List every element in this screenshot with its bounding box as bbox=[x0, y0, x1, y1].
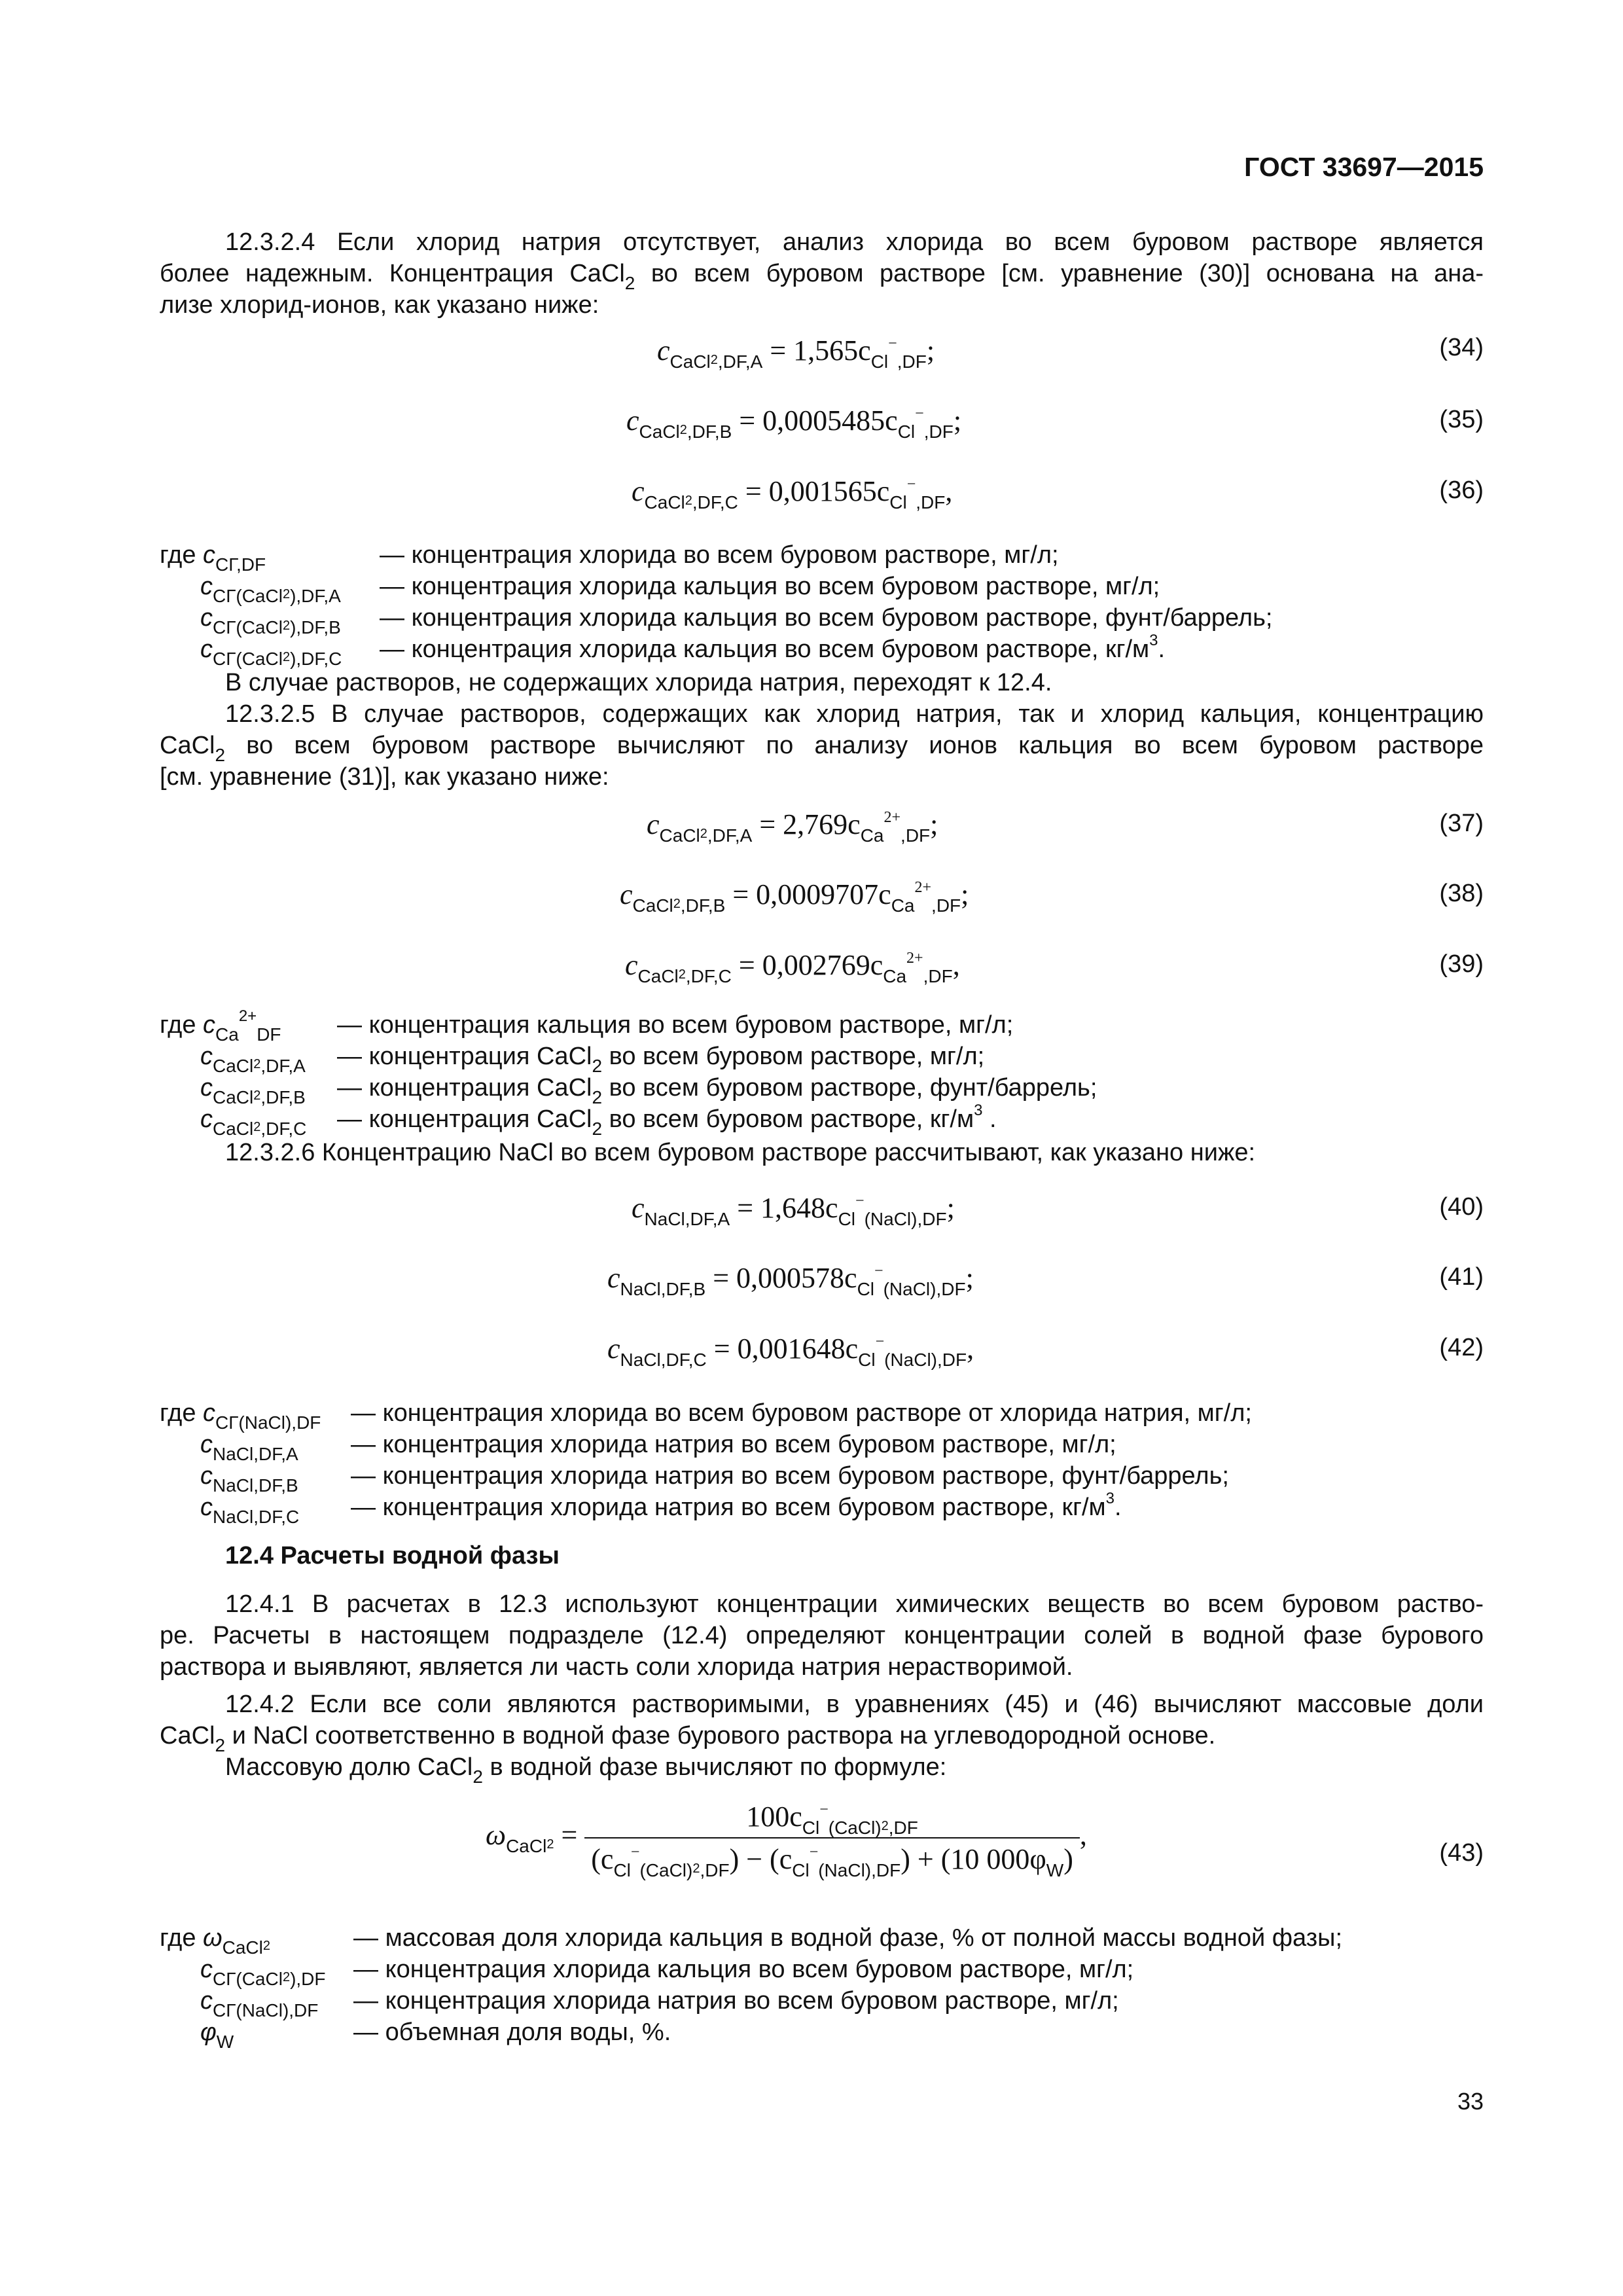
equation-34: $c_{CaCl2,DF,A} = 1,565c_{Cl}^-_{,DF}$; bbox=[657, 334, 935, 372]
definition-symbol: $c_{CГ(CaCl2),DF,B}$ bbox=[200, 604, 341, 637]
equation-number: (43) bbox=[1439, 1839, 1484, 1867]
definition-text: — концентрация хлорида натрия во всем буровом растворе, мг/л; bbox=[353, 1987, 1119, 2015]
equation-43: $\omega_{CaCl2}$ = $\frac{100c_{Cl}^-_{(CaCl)2,DF}}{(c_{Cl}^-_{(CaCl)2,DF}) - (c_{Cl}^-_{(NaCl),DF}) + (10 000\varphi_W)}$ , bbox=[486, 1801, 1087, 1880]
definition-text: — концентрация CaCl$_2$ во всем буровом растворе, фунт/баррель; bbox=[337, 1074, 1097, 1107]
where-label: где $c_{CГ,DF}$ bbox=[160, 541, 266, 575]
equation-40: $c_{NaCl,DF,A} = 1,648c_{Cl}^-_{(NaCl),DF}$; bbox=[632, 1192, 955, 1229]
section-heading: 12.4 Расчеты водной фазы bbox=[225, 1542, 560, 1570]
definition-text: — концентрация хлорида во всем буровом растворе, мг/л; bbox=[380, 541, 1059, 569]
document-header: ГОСТ 33697—2015 bbox=[1244, 152, 1484, 182]
equation-number: (40) bbox=[1439, 1193, 1484, 1221]
paragraph-line: 12.4.2 Если все соли являются растворимыми, в уравнениях (45) и (46) вычисляют массовые доли bbox=[225, 1691, 1484, 1718]
definition-text: — концентрация кальция во всем буровом растворе, мг/л; bbox=[337, 1011, 1014, 1039]
equation-number: (35) bbox=[1439, 406, 1484, 433]
definition-symbol: $c_{NaCl,DF,B}$ bbox=[200, 1462, 298, 1496]
equation-number: (41) bbox=[1439, 1263, 1484, 1291]
where-label: где $c_{CГ(NaCl),DF}$ bbox=[160, 1399, 321, 1433]
definition-symbol: $c_{NaCl,DF,A}$ bbox=[200, 1431, 298, 1464]
paragraph-line: ре. Расчеты в настоящем подразделе (12.4) определяют концентрации солей в водной фазе бурового bbox=[160, 1622, 1484, 1649]
definition-symbol: $c_{CГ(CaCl2),DF}$ bbox=[200, 1956, 326, 1989]
equation-36: $c_{CaCl2,DF,C} = 0,001565c_{Cl}^-_{,DF}$, bbox=[632, 475, 953, 512]
paragraph-line: Массовую долю CaCl$_2$ в водной фазе вычисляют по формуле: bbox=[225, 1753, 947, 1787]
equation-number: (36) bbox=[1439, 476, 1484, 504]
equation-number: (34) bbox=[1439, 334, 1484, 361]
definition-symbol: $c_{CГ(CaCl2),DF,A}$ bbox=[200, 573, 341, 606]
paragraph-line: [см. уравнение (31)], как указано ниже: bbox=[160, 763, 609, 791]
definition-text: — концентрация хлорида кальция во всем буровом растворе, фунт/баррель; bbox=[380, 604, 1273, 632]
equation-39: $c_{CaCl2,DF,C} = 0,002769c_{Ca}^{2+}_{,DF}$, bbox=[625, 949, 960, 986]
equation-number: (38) bbox=[1439, 880, 1484, 907]
definition-text: — концентрация хлорида натрия во всем буровом растворе, фунт/баррель; bbox=[351, 1462, 1229, 1490]
definition-text: — концентрация хлорида натрия во всем буровом растворе, мг/л; bbox=[351, 1431, 1116, 1458]
definition-symbol: $c_{CГ(NaCl),DF}$ bbox=[200, 1987, 319, 2020]
definition-text: — концентрация хлорида кальция во всем буровом растворе, мг/л; bbox=[380, 573, 1160, 600]
paragraph-line: более надежным. Концентрация CaCl$_2$ во всем буровом растворе [см. уравнение (30)] основана на ана- bbox=[160, 260, 1484, 293]
equation-number: (39) bbox=[1439, 950, 1484, 978]
definition-text: — объемная доля воды, %. bbox=[353, 2018, 671, 2046]
paragraph-line: CaCl$_2$ и NaCl соответственно в водной фазе бурового раствора на углеводородной основе. bbox=[160, 1722, 1216, 1755]
definition-text: — концентрация CaCl$_2$ во всем буровом растворе, мг/л; bbox=[337, 1043, 985, 1076]
paragraph-line: 12.3.2.6 Концентрацию NaCl во всем буровом растворе рассчитывают, как указано ниже: bbox=[225, 1139, 1256, 1166]
definition-symbol: $c_{CaCl2,DF,C}$ bbox=[200, 1105, 307, 1139]
definition-text: — концентрация хлорида натрия во всем буровом растворе, $кг/м^3$. bbox=[351, 1490, 1122, 1521]
definition-text: — концентрация хлорида во всем буровом растворе от хлорида натрия, мг/л; bbox=[351, 1399, 1252, 1427]
equation-41: $c_{NaCl,DF,B} = 0,000578c_{Cl}^-_{(NaCl),DF}$; bbox=[607, 1262, 974, 1299]
equation-38: $c_{CaCl2,DF,B} = 0,0009707c_{Ca}^{2+}_{,DF}$; bbox=[620, 878, 969, 916]
definition-symbol: $c_{NaCl,DF,C}$ bbox=[200, 1494, 300, 1527]
where-label: где $\omega_{CaCl2}$ bbox=[160, 1924, 270, 1958]
paragraph-line: лизе хлорид-ионов, как указано ниже: bbox=[160, 291, 599, 319]
page-number: 33 bbox=[1457, 2088, 1484, 2115]
where-label: где $c_{Ca}^{2+}_{DF}$ bbox=[160, 1007, 281, 1045]
definition-symbol: $c_{CГ(CaCl2),DF,C}$ bbox=[200, 636, 342, 669]
definition-text: — концентрация хлорида кальция во всем буровом растворе, мг/л; bbox=[353, 1956, 1134, 1983]
definition-symbol: $c_{CaCl2,DF,A}$ bbox=[200, 1043, 306, 1076]
definition-text: — концентрация CaCl$_2$ во всем буровом растворе, $кг/м^3$ . bbox=[337, 1102, 997, 1139]
definition-symbol: $c_{CaCl2,DF,B}$ bbox=[200, 1074, 306, 1107]
paragraph-line: 12.3.2.4 Если хлорид натрия отсутствует, анализ хлорида во всем буровом растворе является bbox=[225, 228, 1484, 256]
paragraph-line: 12.3.2.5 В случае растворов, содержащих как хлорид натрия, так и хлорид кальция, концентрацию bbox=[225, 700, 1484, 728]
equation-number: (42) bbox=[1439, 1334, 1484, 1361]
paragraph-line: 12.4.1 В расчетах в 12.3 используют концентрации химических веществ во всем буровом раство- bbox=[225, 1590, 1484, 1618]
definition-text: — массовая доля хлорида кальция в водной фазе, % от полной массы водной фазы; bbox=[353, 1924, 1343, 1952]
paragraph-line: CaCl$_2$ во всем буровом растворе вычисляют по анализу ионов кальция во всем буровом растворе bbox=[160, 732, 1484, 765]
equation-37: $c_{CaCl2,DF,A} = 2,769c_{Ca}^{2+}_{,DF}$; bbox=[647, 808, 938, 846]
definition-text: — концентрация хлорида кальция во всем буровом растворе, $кг/м^3$. bbox=[380, 632, 1166, 663]
equation-number: (37) bbox=[1439, 810, 1484, 837]
equation-35: $c_{CaCl2,DF,B} = 0,0005485c_{Cl}^-_{,DF}$; bbox=[626, 404, 962, 442]
equation-42: $c_{NaCl,DF,C} = 0,001648c_{Cl}^-_{(NaCl),DF}$, bbox=[607, 1333, 974, 1370]
paragraph-line: раствора и выявляют, является ли часть соли хлорида натрия нерастворимой. bbox=[160, 1653, 1073, 1681]
note-line: В случае растворов, не содержащих хлорида натрия, переходят к 12.4. bbox=[225, 669, 1052, 696]
definition-symbol: $\varphi_W$ bbox=[200, 2018, 234, 2052]
